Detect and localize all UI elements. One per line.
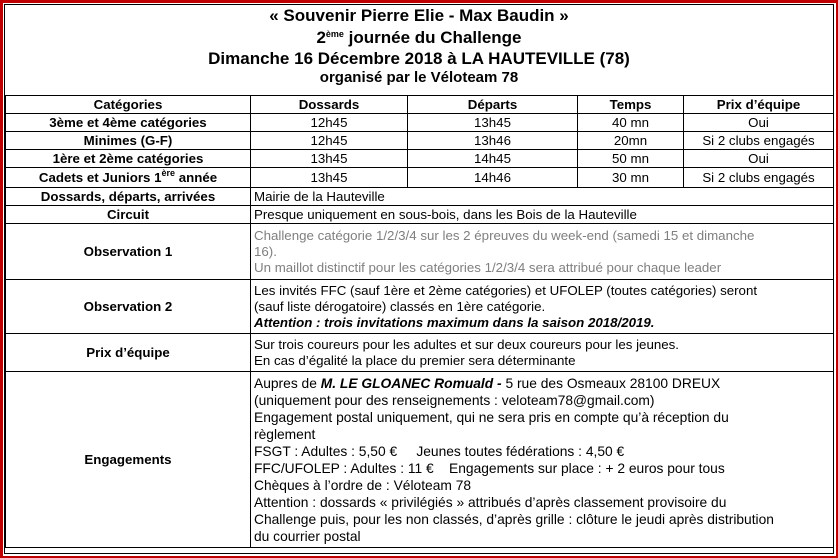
engagements-value xyxy=(251,372,834,548)
circuit-label: Circuit xyxy=(6,206,251,224)
prix-equipe-line: Sur trois coureurs pour les adultes et sur deux coureurs pour les jeunes. xyxy=(254,336,679,352)
col-header-temps: Temps xyxy=(578,96,684,114)
observation1-line: 16). xyxy=(254,243,277,259)
departs-cell: 13h46 xyxy=(408,132,578,150)
prix-equipe-label: Prix d’équipe xyxy=(6,334,251,372)
prix-cell: Oui xyxy=(684,150,834,168)
event-title: « Souvenir Pierre Elie - Max Baudin » xyxy=(269,6,569,25)
table-row xyxy=(6,168,834,188)
engagements-row xyxy=(6,372,834,548)
observation1-label: Observation 1 xyxy=(6,224,251,280)
prix-cell: Si 2 clubs engagés xyxy=(684,132,834,150)
dossards-departs-row xyxy=(6,188,834,206)
category-end: année xyxy=(175,169,218,185)
circuit-row xyxy=(6,206,834,224)
col-header-departs: Départs xyxy=(408,96,578,114)
dossards-departs-value: Mairie de la Hauteville xyxy=(251,188,834,206)
category-cell: 3ème et 4ème catégories xyxy=(6,114,251,132)
temps-cell: 50 mn xyxy=(578,150,684,168)
category-cell xyxy=(6,168,251,188)
prix-equipe-row xyxy=(6,334,834,372)
table-row xyxy=(6,150,834,168)
engagements-line: Chèques à l’ordre de : Véloteam 78 xyxy=(254,477,472,493)
info-table xyxy=(5,95,834,548)
departs-cell: 13h45 xyxy=(408,114,578,132)
observation2-row xyxy=(6,280,834,334)
col-header-prix: Prix d’équipe xyxy=(684,96,834,114)
observation2-value xyxy=(251,280,834,334)
engagements-line: du courrier postal xyxy=(254,528,361,544)
prix-cell: Si 2 clubs engagés xyxy=(684,168,834,188)
observation2-line: (sauf liste dérogatoire) classés en 1ère catégorie. xyxy=(254,298,546,314)
engagements-contact-name: M. LE GLOANEC Romuald - xyxy=(320,375,502,391)
departs-cell: 14h45 xyxy=(408,150,578,168)
observation1-line: Un maillot distinctif pour les catégories 1/2/3/4 sera attribué pour chaque leader xyxy=(254,259,722,275)
event-date-location: Dimanche 16 Décembre 2018 à LA HAUTEVILLE (78) xyxy=(208,49,630,68)
observation1-row xyxy=(6,224,834,280)
col-header-categories: Catégories xyxy=(6,96,251,114)
table-row xyxy=(6,114,834,132)
temps-cell: 40 mn xyxy=(578,114,684,132)
category-cell: 1ère et 2ème catégories xyxy=(6,150,251,168)
prix-equipe-value xyxy=(251,334,834,372)
dossards-cell: 12h45 xyxy=(251,132,408,150)
table-header-row xyxy=(6,96,834,114)
table-row xyxy=(6,132,834,150)
engagements-line: Attention : dossards « privilégiés » attribués d’après classement provisoire du xyxy=(254,494,727,510)
engagements-contact xyxy=(254,375,830,392)
category-sup: ère xyxy=(161,167,176,178)
dossards-cell: 13h45 xyxy=(251,168,408,188)
dossards-cell: 13h45 xyxy=(251,150,408,168)
document-header xyxy=(5,5,833,87)
engagements-line: règlement xyxy=(254,426,316,442)
engagements-line: FSGT : Adultes : 5,50 € Jeunes toutes fédérations : 4,50 € xyxy=(254,443,625,459)
circuit-value: Presque uniquement en sous-bois, dans les Bois de la Hauteville xyxy=(251,206,834,224)
challenge-round xyxy=(5,27,833,48)
dossards-cell: 12h45 xyxy=(251,114,408,132)
engagements-address: 5 rue des Osmeaux 28100 DREUX xyxy=(501,375,721,391)
col-header-dossards: Dossards xyxy=(251,96,408,114)
prix-cell: Oui xyxy=(684,114,834,132)
category-cell: Minimes (G-F) xyxy=(6,132,251,150)
round-text: journée du Challenge xyxy=(343,28,522,47)
round-suffix: ème xyxy=(325,29,344,39)
engagements-line: FFC/UFOLEP : Adultes : 11 € Engagements sur place : + 2 euros pour tous xyxy=(254,460,725,476)
observation2-line: Les invités FFC (sauf 1ère et 2ème catégories) et UFOLEP (toutes catégories) seront xyxy=(254,282,758,298)
engagements-label: Engagements xyxy=(6,372,251,548)
category-main: Cadets et Juniors 1 xyxy=(38,169,162,185)
temps-cell: 20mn xyxy=(578,132,684,150)
observation1-value xyxy=(251,224,834,280)
engagements-line: Challenge puis, pour les non classés, d’après grille : clôture le jeudi après distribution xyxy=(254,511,774,527)
prix-equipe-line: En cas d’égalité la place du premier sera déterminante xyxy=(254,352,576,368)
temps-cell: 30 mn xyxy=(578,168,684,188)
engagements-line: (uniquement pour des renseignements : veloteam78@gmail.com) xyxy=(254,392,655,408)
round-number: 2 xyxy=(316,28,326,47)
dossards-departs-label: Dossards, départs, arrivées xyxy=(6,188,251,206)
observation1-line: Challenge catégorie 1/2/3/4 sur les 2 épreuves du week-end (samedi 15 et dimanche xyxy=(254,227,755,243)
engagements-line: Engagement postal uniquement, qui ne sera pris en compte qu’à réception du xyxy=(254,409,729,425)
engagements-aupres: Aupres de xyxy=(254,375,321,391)
observation2-warning: Attention : trois invitations maximum dans la saison 2018/2019. xyxy=(254,314,655,330)
organizer: organisé par le Véloteam 78 xyxy=(319,69,519,86)
departs-cell: 14h46 xyxy=(408,168,578,188)
observation2-label: Observation 2 xyxy=(6,280,251,334)
